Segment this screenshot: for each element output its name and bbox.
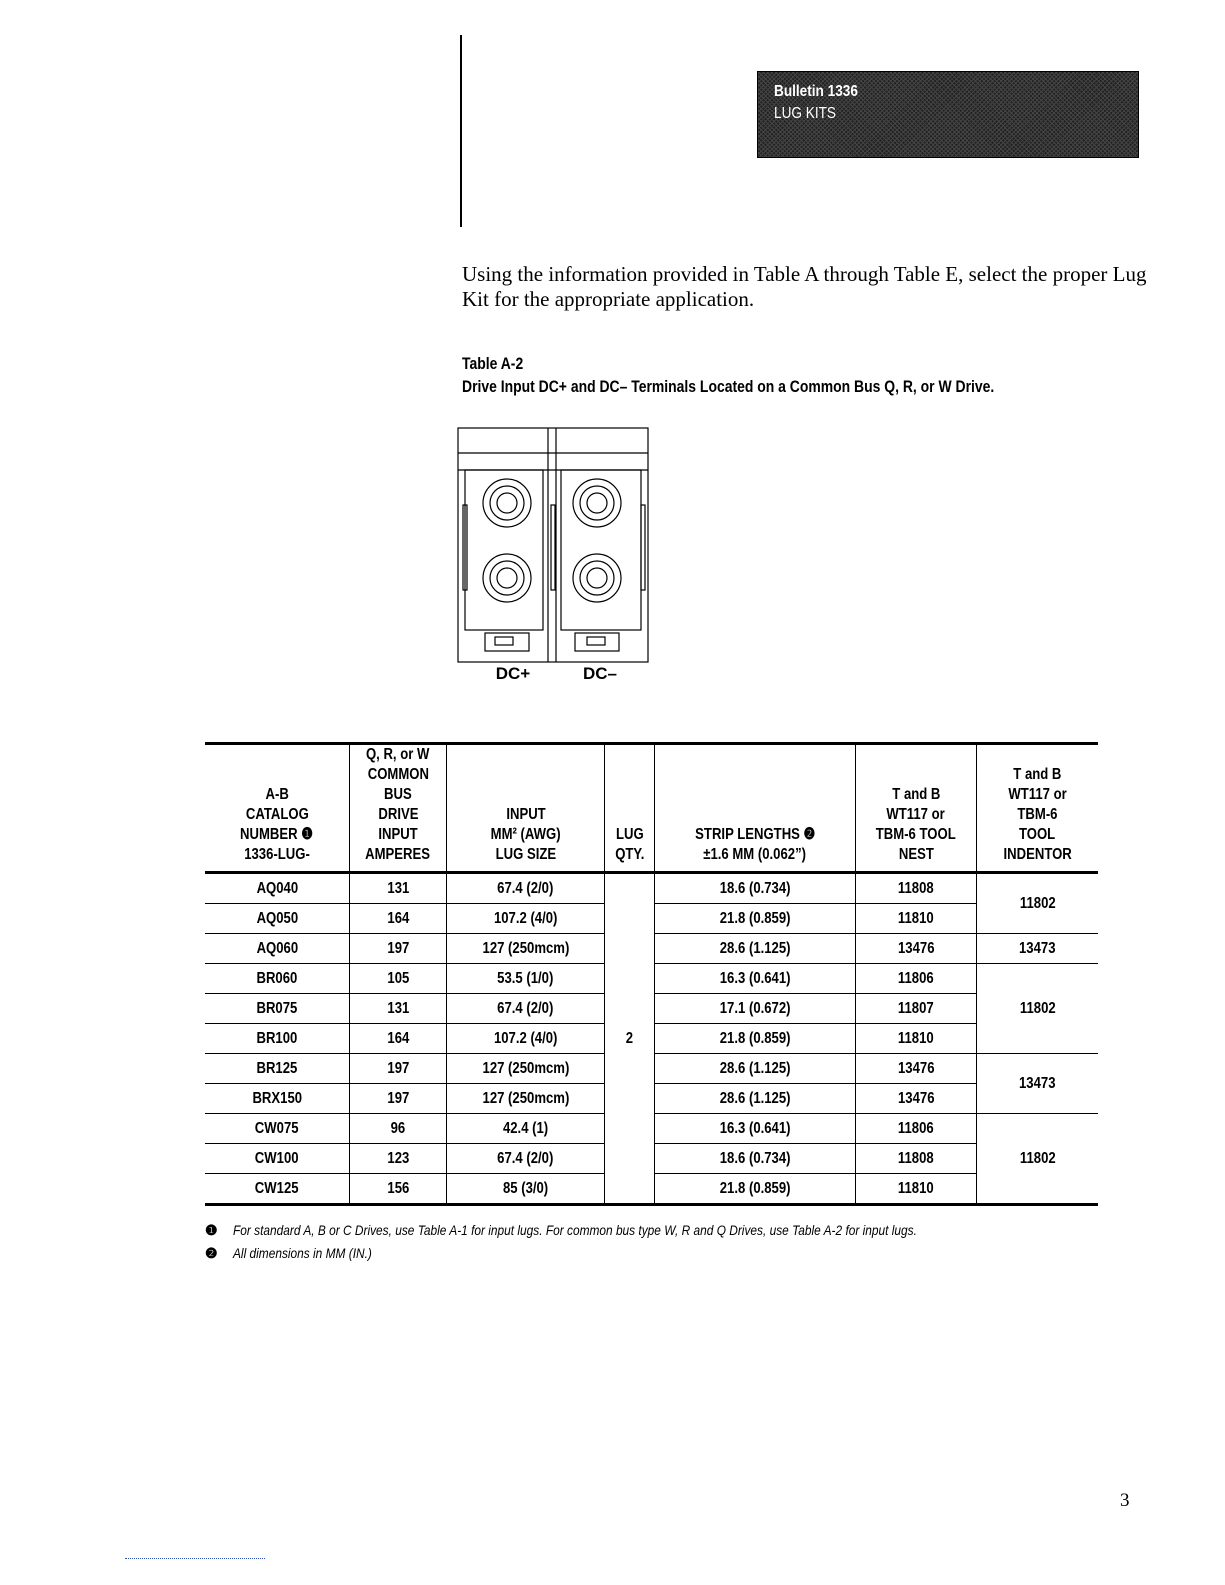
header-line: Q, R, or W	[366, 746, 430, 763]
catalog-number-cell-text: CW125	[255, 1179, 299, 1197]
tool-nest-cell-text: 13476	[897, 939, 935, 957]
lug-size-cell-text: 67.4 (2/0)	[497, 999, 554, 1017]
strip-length-cell	[655, 1144, 856, 1174]
lug-size-cell-text: 127 (250mcm)	[482, 939, 569, 957]
tool-nest-cell	[856, 994, 977, 1024]
strip-length-cell	[655, 1084, 856, 1114]
header-line: T and B	[891, 786, 941, 803]
tool-nest-cell	[856, 1144, 977, 1174]
lug-size-cell	[447, 873, 605, 904]
header-line: BUS	[384, 786, 412, 803]
header-line: ±1.6 MM (0.062”)	[703, 846, 807, 863]
header-line: AMPERES	[365, 846, 431, 863]
header-line: MM² (AWG)	[490, 826, 561, 843]
header-line: QTY.	[614, 846, 645, 863]
amperes-cell	[350, 964, 447, 994]
lug-size-cell-text: 53.5 (1/0)	[497, 969, 554, 987]
amperes-cell-text: 105	[387, 969, 409, 987]
strip-length-cell-text: 21.8 (0.859)	[719, 909, 791, 927]
strip-length-cell-text: 18.6 (0.734)	[719, 879, 791, 897]
tool-nest-cell-text: 13476	[897, 1089, 935, 1107]
header-line: WT117 or	[886, 806, 946, 823]
catalog-number-cell	[205, 1054, 350, 1084]
lug-size-cell	[447, 1114, 605, 1144]
lug-kit-table	[205, 742, 1098, 1206]
strip-length-cell	[655, 904, 856, 934]
strip-length-cell-text: 16.3 (0.641)	[719, 1119, 791, 1137]
amperes-cell-text: 96	[390, 1119, 406, 1137]
terminal-screw-icon	[483, 554, 531, 602]
column-header	[856, 744, 977, 873]
tool-nest-cell	[856, 1174, 977, 1205]
catalog-number-cell	[205, 1114, 350, 1144]
lug-size-cell-text: 42.4 (1)	[502, 1119, 549, 1137]
strip-length-cell-text: 16.3 (0.641)	[719, 969, 791, 987]
strip-length-cell	[655, 873, 856, 904]
lug-size-cell	[447, 1174, 605, 1205]
terminal-screw-icon	[573, 554, 621, 602]
lug-size-cell	[447, 904, 605, 934]
lug-size-cell-text: 67.4 (2/0)	[497, 1149, 554, 1167]
terminal-screw-icon	[483, 479, 531, 527]
tool-nest-cell	[856, 964, 977, 994]
header-line: T and B	[1013, 766, 1062, 783]
catalog-number-cell-text: AQ060	[256, 939, 298, 957]
tool-indentor-cell	[977, 873, 1099, 934]
tool-indentor-cell	[977, 1054, 1099, 1114]
lug-size-cell	[447, 1084, 605, 1114]
tool-indentor-cell-text: 11802	[1019, 894, 1056, 912]
catalog-number-cell-text: AQ040	[256, 879, 298, 897]
catalog-number-cell-text: BR100	[256, 1029, 298, 1047]
strip-length-cell	[655, 994, 856, 1024]
tool-nest-cell-text: 11808	[898, 1149, 934, 1167]
strip-length-cell-text: 28.6 (1.125)	[719, 1059, 791, 1077]
amperes-cell-text: 131	[387, 879, 409, 897]
amperes-cell	[350, 873, 447, 904]
strip-length-cell-text: 28.6 (1.125)	[719, 1089, 791, 1107]
amperes-cell	[350, 1144, 447, 1174]
catalog-number-cell	[205, 1144, 350, 1174]
header-line: 1336-LUG-	[244, 846, 310, 863]
catalog-number-cell-text: CW100	[255, 1149, 299, 1167]
catalog-number-cell	[205, 904, 350, 934]
table-title: Drive Input DC+ and DC– Terminals Located on a Common Bus Q, R, or W Drive.	[462, 377, 995, 396]
dc-minus-label: DC–	[582, 664, 618, 683]
amperes-cell	[350, 1114, 447, 1144]
catalog-number-cell	[205, 964, 350, 994]
amperes-cell-text: 164	[387, 1029, 409, 1047]
catalog-number-cell	[205, 1084, 350, 1114]
column-header	[350, 744, 447, 873]
strip-length-cell	[655, 1024, 856, 1054]
catalog-number-cell-text: BR060	[256, 969, 298, 987]
tool-nest-cell-text: 11807	[898, 999, 934, 1017]
catalog-number-cell	[205, 1174, 350, 1205]
tool-indentor-cell-text: 11802	[1019, 999, 1056, 1017]
header-line: NUMBER ❶	[240, 826, 314, 843]
tool-nest-cell-text: 11806	[898, 1119, 934, 1137]
table-header-row	[205, 744, 1098, 873]
intro-paragraph: Using the information provided in Table A through Table E, select the proper Lug Kit for the appropriate application.	[462, 262, 1147, 311]
catalog-number-cell-text: BR125	[256, 1059, 298, 1077]
strip-length-cell-text: 18.6 (0.734)	[719, 1149, 791, 1167]
catalog-number-cell	[205, 873, 350, 904]
header-line: INDENTOR	[1003, 846, 1072, 863]
header-line: COMMON	[367, 766, 429, 783]
lug-size-cell	[447, 1054, 605, 1084]
strip-length-cell-text: 21.8 (0.859)	[719, 1029, 791, 1047]
catalog-number-cell	[205, 1024, 350, 1054]
tool-indentor-cell	[977, 934, 1099, 964]
amperes-cell-text: 197	[387, 1089, 409, 1107]
header-line: TOOL	[1019, 826, 1056, 843]
tool-indentor-cell-text: 11802	[1019, 1149, 1056, 1167]
catalog-number-cell	[205, 934, 350, 964]
header-line: TBM-6	[1017, 806, 1058, 823]
link-underline	[125, 1558, 265, 1559]
lug-size-cell-text: 127 (250mcm)	[482, 1059, 569, 1077]
bulletin-title: LUG KITS	[774, 105, 836, 122]
page-number: 3	[1120, 1490, 1130, 1511]
catalog-number-cell-text: AQ050	[256, 909, 298, 927]
tool-nest-cell-text: 13476	[897, 1059, 935, 1077]
column-header	[977, 744, 1099, 873]
amperes-cell	[350, 1174, 447, 1205]
terminal-block-diagram	[455, 425, 655, 685]
table-caption	[462, 352, 994, 398]
header-line: LUG SIZE	[495, 846, 556, 863]
catalog-number-cell-text: BR075	[256, 999, 298, 1017]
tool-nest-cell	[856, 1114, 977, 1144]
lug-size-cell-text: 127 (250mcm)	[482, 1089, 569, 1107]
bulletin-header-box	[757, 71, 1139, 158]
catalog-number-cell-text: CW075	[255, 1119, 299, 1137]
amperes-cell-text: 197	[387, 939, 409, 957]
amperes-cell	[350, 934, 447, 964]
dc-plus-label: DC+	[495, 664, 531, 683]
amperes-cell	[350, 904, 447, 934]
amperes-cell-text: 164	[387, 909, 409, 927]
tool-indentor-cell	[977, 1114, 1099, 1205]
amperes-cell	[350, 994, 447, 1024]
amperes-cell	[350, 1084, 447, 1114]
column-header	[447, 744, 605, 873]
tool-nest-cell	[856, 1024, 977, 1054]
lug-size-cell-text: 107.2 (4/0)	[493, 909, 558, 927]
amperes-cell	[350, 1024, 447, 1054]
tool-nest-cell	[856, 873, 977, 904]
catalog-number-cell-text: BRX150	[252, 1089, 302, 1107]
strip-length-cell	[655, 1174, 856, 1205]
lug-size-cell-text: 67.4 (2/0)	[497, 879, 554, 897]
header-line: INPUT	[505, 806, 546, 823]
tool-nest-cell-text: 11808	[898, 879, 934, 897]
header-line: WT117 or	[1008, 786, 1067, 803]
tool-nest-cell-text: 11810	[898, 1179, 934, 1197]
lug-size-cell-text: 85 (3/0)	[502, 1179, 549, 1197]
strip-length-cell	[655, 1114, 856, 1144]
column-header	[655, 744, 856, 873]
tool-nest-cell	[856, 1084, 977, 1114]
tool-nest-cell	[856, 1054, 977, 1084]
header-line: NEST	[898, 846, 934, 863]
strip-length-cell	[655, 934, 856, 964]
tool-indentor-cell-text: 13473	[1019, 939, 1056, 957]
amperes-cell-text: 156	[387, 1179, 409, 1197]
header-line: TBM-6 TOOL	[876, 826, 956, 843]
lug-size-cell	[447, 994, 605, 1024]
lug-size-cell	[447, 1144, 605, 1174]
column-header	[205, 744, 350, 873]
column-header	[605, 744, 655, 873]
tool-nest-cell-text: 11810	[898, 909, 934, 927]
header-line: LUG	[615, 826, 644, 843]
amperes-cell	[350, 1054, 447, 1084]
header-line: CATALOG	[245, 806, 309, 823]
strip-length-cell-text: 21.8 (0.859)	[719, 1179, 791, 1197]
catalog-number-cell	[205, 994, 350, 1024]
header-line: DRIVE	[377, 806, 419, 823]
tool-nest-cell-text: 11810	[898, 1029, 934, 1047]
tool-indentor-cell	[977, 964, 1099, 1054]
strip-length-cell-text: 17.1 (0.672)	[719, 999, 791, 1017]
lug-qty-cell-text: 2	[625, 1029, 634, 1047]
header-line: A-B	[265, 786, 289, 803]
lug-size-cell	[447, 934, 605, 964]
footnote-2: ❷ All dimensions in MM (IN.)	[205, 1245, 372, 1261]
strip-length-cell	[655, 1054, 856, 1084]
strip-length-cell-text: 28.6 (1.125)	[719, 939, 791, 957]
bulletin-number: Bulletin 1336	[774, 83, 858, 100]
header-line: INPUT	[378, 826, 418, 843]
table-row	[205, 873, 1098, 904]
table-number: Table A-2	[462, 354, 524, 373]
amperes-cell-text: 197	[387, 1059, 409, 1077]
lug-size-cell	[447, 964, 605, 994]
tool-nest-cell-text: 11806	[898, 969, 934, 987]
margin-bar	[460, 35, 462, 227]
lug-size-cell-text: 107.2 (4/0)	[493, 1029, 558, 1047]
lug-size-cell	[447, 1024, 605, 1054]
tool-nest-cell	[856, 934, 977, 964]
terminal-screw-icon	[573, 479, 621, 527]
strip-length-cell	[655, 964, 856, 994]
amperes-cell-text: 131	[387, 999, 409, 1017]
footnote-1: ❶ For standard A, B or C Drives, use Table A-1 for input lugs. For common bus type W, R and Q Drives, use Table A-2 for input lugs.	[205, 1222, 917, 1238]
amperes-cell-text: 123	[387, 1149, 409, 1167]
lug-qty-cell	[605, 873, 655, 1205]
tool-indentor-cell-text: 13473	[1019, 1074, 1056, 1092]
tool-nest-cell	[856, 904, 977, 934]
header-line: STRIP LENGTHS ❷	[694, 826, 816, 843]
